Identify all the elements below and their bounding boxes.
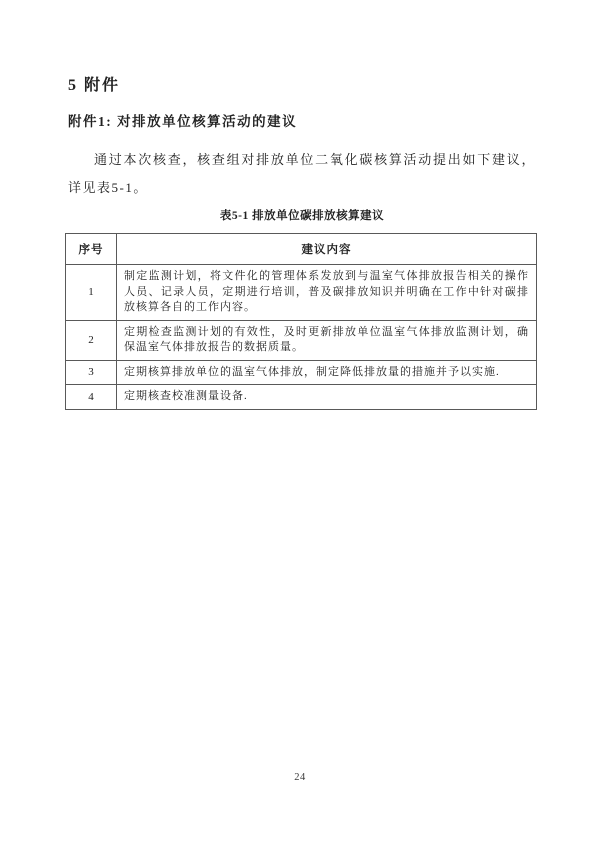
row-number: 3 (66, 360, 117, 385)
row-content: 制定监测计划，将文件化的管理体系发放到与温室气体排放报告相关的操作人员、记录人员，定期进行培训，普及碳排放知识并明确在工作中针对碳排放核算各自的工作内容。 (117, 265, 537, 321)
row-content: 定期核查校准测量设备. (117, 385, 537, 410)
attachment-subheading: 附件1: 对排放单位核算活动的建议 (68, 114, 298, 129)
table-header-row (66, 234, 537, 265)
recommendations-table (65, 233, 537, 410)
column-header-number: 序号 (66, 234, 117, 265)
row-content: 定期核算排放单位的温室气体排放，制定降低排放量的措施并予以实施. (117, 360, 537, 385)
row-number: 1 (66, 265, 117, 321)
table-row (66, 385, 537, 410)
intro-paragraph-line1: 通过本次核查，核查组对排放单位二氧化碳核算活动提出如下建议， (94, 152, 536, 167)
row-number: 4 (66, 385, 117, 410)
row-number: 2 (66, 320, 117, 360)
page-number: 24 (294, 772, 306, 783)
column-header-content: 建议内容 (117, 234, 537, 265)
table-row (66, 320, 537, 360)
row-content: 定期检查监测计划的有效性，及时更新排放单位温室气体排放监测计划，确保温室气体排放报告的数据质量。 (117, 320, 537, 360)
table-row (66, 360, 537, 385)
table-caption: 表5-1 排放单位碳排放核算建议 (219, 210, 385, 222)
section-heading: 5 附件 (68, 77, 121, 94)
intro-paragraph-line2: 详见表5-1。 (68, 180, 148, 195)
document-page (68, 0, 536, 410)
table-row (66, 265, 537, 321)
intro-paragraph (68, 146, 536, 202)
